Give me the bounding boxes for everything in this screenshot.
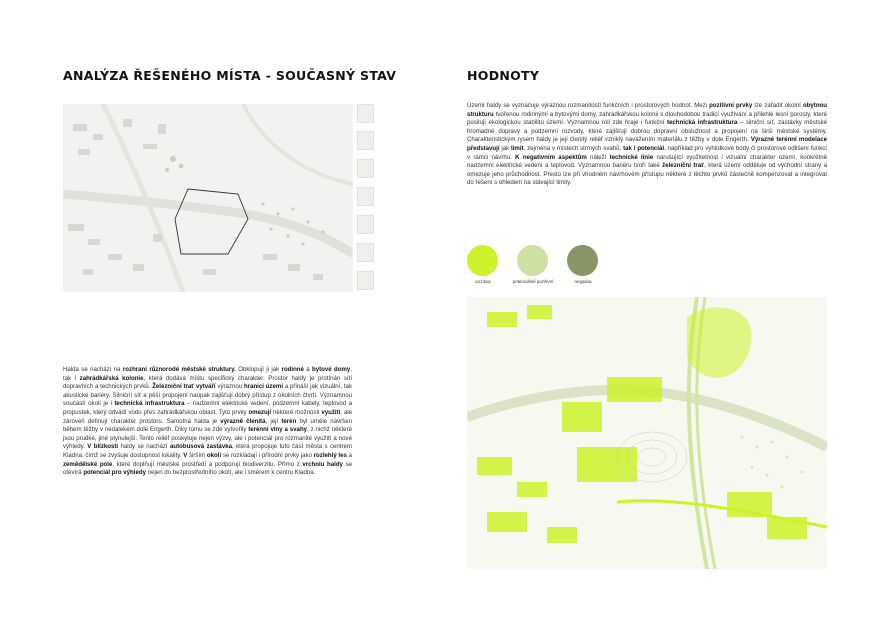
left-page-title: ANALÝZA ŘEŠENÉHO MÍSTA - SOUČASNÝ STAV: [63, 68, 397, 83]
emphasis-text: V: [183, 451, 188, 459]
site-analysis-map-drawing: [63, 104, 353, 292]
emphasis-text: autobusová zastávka: [170, 443, 232, 451]
values-map-drawing: [467, 297, 827, 569]
values-map: [467, 297, 827, 569]
emphasis-text: terén: [281, 417, 297, 425]
emphasis-text: výrazně členitá: [220, 417, 266, 425]
legend-swatch-positive: [467, 245, 498, 276]
emphasis-text: rozlehlý les: [313, 451, 347, 459]
values-text: Území haldy se vyznačuje výraznou rozmanitostí funkčních i prostorových hodnot. Mezi pozitivní prvky lze zařadit okolní obytnou strukturu tvořenou rodinnými a bytovými domy, zahrádkářskou kolonii s dlouhodobou tradicí využívání a přilehlé lesní porosty, které posilují ekologickou stabilitu území. Významnou roli zde hraje i funkční technická infrastruktura – silniční síť, zastávky městské hromadné dopravy a podzemní rozvody, které zajišťují dobrou dopravní obslužnost a propojení na širší městské systémy. Charakteristickým rysem haldy je její členitý reliéf vzniklý navážením materiálu z těžby v dole Engerth. Výrazné terénní modelace představují jak limit, zejména v místech strmých svahů, tak i potenciál, například pro vyhlídkové body či prostorové odlišení funkcí v rámci návrhu. K negativním aspektům náleží technické linie narušující využitelnost i vizuální charakter území, konkrétně nadzemní elektrické vedení a teplovod. Významnou bariéru tvoří také železniční trať, která území odděluje od východní strany a omezuje jeho průchodnost. Přesto lze při vhodném návrhovém přístupu některé z těchto prvků částečně kompenzovat a integrovat do řešení s ohledem na stávající limity.: [467, 102, 828, 187]
emphasis-text: obytnou strukturu: [467, 102, 827, 118]
emphasis-text: tak i potenciál: [623, 144, 665, 152]
site-analysis-text: Halda se nachází na rozhraní různorodé městské struktury. Obklopují ji jak rodinné a bytové domy, tak i zahrádkářská kolonie, která dodává místu specifický charakter. Prostor haldy je protínán sítí dopravních a technických prvků. Železniční trať vytváří výraznou hranici území a přináší jak vizuální, tak akustické bariéry. Silniční síť a pěší propojení naopak zajišťují dobrý přístup z okolních čtvrtí. Významnou součástí okolí je i technická infrastruktura – nadzemní elektrické vedení, podzemní kabely, teplovod a propustek, který odvádí vodu přes zahrádkářskou oblast. Tyto prvky omezují některé možnosti využití, ale zároveň definují charakter prostoru. Samotná halda je výrazně členitá, její terén byl uměle navršen během těžby v nedalekém dole Engerth. Díky tomu se zde vytvořily terénní vlny a svahy, z nichž některé jsou prudké, jiné plynulejší. Tento reliéf poskytuje nejen výzvy, ale i potenciál pro rozmanité využití a nové výhledy. V blízkosti haldy se nachází autobusová zastávka, která propojuje tuto část města s centrem Kladna, čímž se zvyšuje dostupnost lokality. V širším okolí se rozkládají i přírodní prvky jako rozlehlý les a zemědělské pole, které doplňují městské prostředí a podporují biodiverzitu. Přímo z vrcholu haldy se otevírá potenciál pro výhledy nejen do bezprostředního okolí, ale i směrem k centru Kladna.: [63, 366, 353, 477]
emphasis-text: omezují: [248, 408, 272, 416]
emphasis-text: potenciál pro výhledy: [83, 469, 146, 477]
legend-item: [567, 245, 598, 284]
emphasis-text: pozitivní prvky: [709, 102, 753, 109]
emphasis-text: technické linie: [609, 153, 654, 161]
legend-label: potenciálně pozitivní: [512, 279, 554, 284]
emphasis-text: okolí: [206, 451, 222, 459]
emphasis-text: zahrádkářská kolonie: [79, 374, 144, 382]
emphasis-text: rozhraní různorodé městské struktury.: [122, 366, 236, 373]
emphasis-text: hranici území: [243, 383, 284, 391]
emphasis-text: terénní vlny a svahy: [248, 426, 308, 434]
map-thumbnail: [357, 104, 374, 123]
values-legend: [467, 245, 627, 290]
legend-label: pozitiva: [475, 279, 491, 284]
site-analysis-map: [63, 104, 353, 292]
emphasis-text: Výrazné terénní modelace představují: [467, 136, 828, 152]
emphasis-text: vrcholu haldy: [302, 460, 343, 468]
map-thumbnail: [357, 243, 374, 262]
map-thumbnail-strip: [357, 104, 373, 294]
legend-swatch-potential: [517, 245, 548, 276]
map-thumbnail: [357, 131, 374, 150]
map-thumbnail: [357, 271, 374, 290]
emphasis-text: bytové domy: [312, 366, 351, 373]
emphasis-text: využití: [321, 408, 341, 416]
emphasis-text: zemědělské pole: [63, 460, 113, 468]
map-thumbnail: [357, 159, 374, 178]
emphasis-text: železniční trať: [662, 162, 705, 170]
right-page-title: HODNOTY: [467, 68, 540, 83]
map-thumbnail: [357, 215, 374, 234]
emphasis-text: limit: [511, 144, 524, 152]
emphasis-text: K negativním aspektům: [515, 153, 587, 161]
map-thumbnail: [357, 187, 374, 206]
emphasis-text: rodinné: [281, 366, 304, 373]
emphasis-text: technická infrastruktura: [667, 119, 738, 127]
emphasis-text: Železniční trať vytváří: [152, 383, 216, 391]
legend-item: [467, 245, 498, 284]
emphasis-text: technická infrastruktura: [114, 400, 185, 408]
legend-label: negativa: [574, 279, 592, 284]
emphasis-text: V blízkosti: [87, 443, 119, 451]
legend-swatch-negative: [567, 245, 598, 276]
legend-item: [512, 245, 554, 284]
